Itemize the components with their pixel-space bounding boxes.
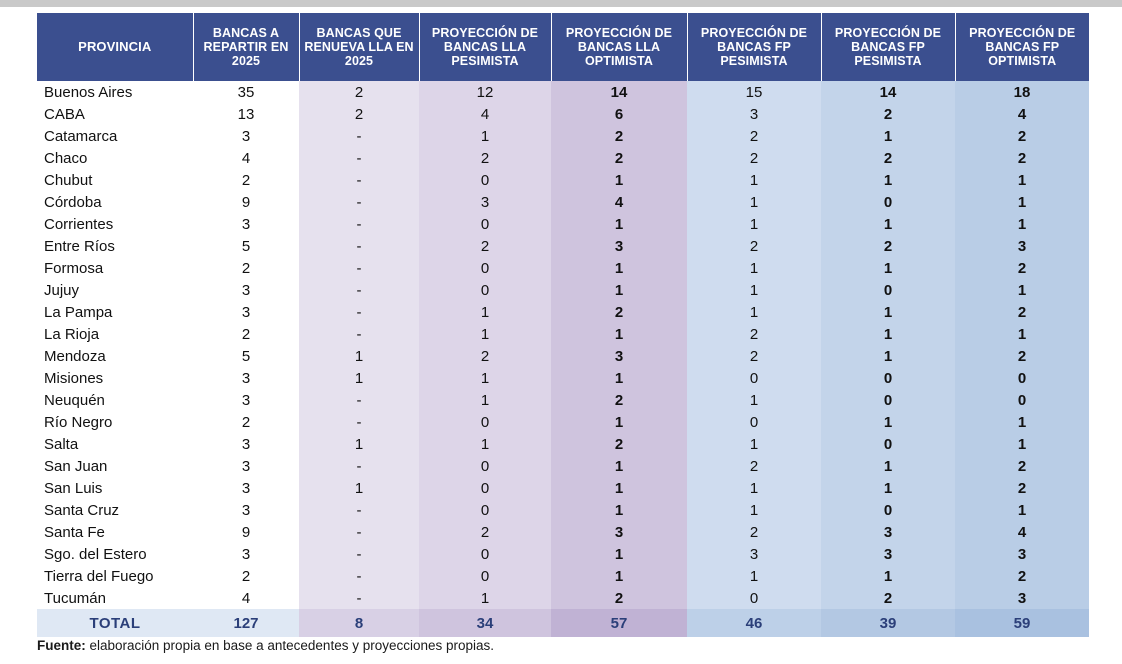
cell-proy-lla-pesimista: 0 [419, 543, 551, 565]
cell-province: Formosa [37, 257, 193, 279]
cell-proy-fp-pesimista-2: 1 [821, 565, 955, 587]
cell-province: Corrientes [37, 213, 193, 235]
cell-proy-lla-optimista: 4 [551, 191, 687, 213]
column-header-bancas-renueva-lla: BANCAS QUE RENUEVA LLA EN 2025 [299, 13, 419, 81]
cell-proy-lla-optimista: 1 [551, 565, 687, 587]
cell-proy-fp-pesimista-2: 2 [821, 235, 955, 257]
cell-proy-lla-pesimista: 4 [419, 103, 551, 125]
cell-proy-fp-optimista: 2 [955, 257, 1089, 279]
cell-proy-lla-pesimista: 1 [419, 433, 551, 455]
table-row [37, 125, 1089, 147]
cell-proy-lla-pesimista: 1 [419, 367, 551, 389]
cell-proy-fp-pesimista-2: 1 [821, 455, 955, 477]
cell-proy-fp-pesimista-2: 1 [821, 411, 955, 433]
cell-proy-fp-pesimista-2: 0 [821, 191, 955, 213]
cell-province: Entre Ríos [37, 235, 193, 257]
cell-province: Córdoba [37, 191, 193, 213]
cell-proy-fp-pesimista-1: 1 [687, 499, 821, 521]
cell-proy-fp-pesimista-1: 2 [687, 235, 821, 257]
top-divider-bar [0, 0, 1122, 7]
cell-proy-fp-pesimista-2: 1 [821, 169, 955, 191]
table-header [37, 13, 1089, 81]
cell-proy-lla-pesimista: 0 [419, 565, 551, 587]
cell-proy-lla-pesimista: 0 [419, 279, 551, 301]
cell-bancas-a-repartir: 2 [193, 257, 299, 279]
cell-bancas-renueva-lla: - [299, 521, 419, 543]
cell-bancas-renueva-lla: - [299, 169, 419, 191]
cell-bancas-renueva-lla: - [299, 257, 419, 279]
cell-proy-lla-pesimista: 1 [419, 587, 551, 609]
total-label: TOTAL [37, 609, 193, 637]
table-row [37, 169, 1089, 191]
cell-proy-fp-optimista: 1 [955, 213, 1089, 235]
cell-bancas-renueva-lla: - [299, 389, 419, 411]
cell-province: Río Negro [37, 411, 193, 433]
cell-proy-lla-pesimista: 0 [419, 455, 551, 477]
column-header-provincia: PROVINCIA [37, 13, 193, 81]
cell-proy-lla-optimista: 1 [551, 411, 687, 433]
cell-bancas-a-repartir: 5 [193, 235, 299, 257]
cell-province: Neuquén [37, 389, 193, 411]
cell-proy-lla-optimista: 1 [551, 213, 687, 235]
cell-bancas-a-repartir: 3 [193, 367, 299, 389]
cell-proy-lla-optimista: 3 [551, 345, 687, 367]
cell-bancas-renueva-lla: - [299, 543, 419, 565]
table-row [37, 235, 1089, 257]
cell-bancas-a-repartir: 9 [193, 191, 299, 213]
cell-proy-fp-pesimista-2: 3 [821, 543, 955, 565]
total-proy-lla-pesimista: 34 [419, 609, 551, 637]
cell-proy-fp-optimista: 1 [955, 323, 1089, 345]
seats-projection-table [37, 13, 1089, 637]
cell-province: Chaco [37, 147, 193, 169]
cell-proy-fp-optimista: 18 [955, 81, 1089, 103]
column-header-proy-lla-optimista: PROYECCIÓN DE BANCAS LLA OPTIMISTA [551, 13, 687, 81]
cell-proy-fp-pesimista-1: 2 [687, 521, 821, 543]
cell-proy-fp-pesimista-1: 1 [687, 565, 821, 587]
cell-proy-fp-pesimista-2: 0 [821, 433, 955, 455]
cell-province: Mendoza [37, 345, 193, 367]
cell-bancas-renueva-lla: - [299, 235, 419, 257]
total-row [37, 609, 1089, 637]
cell-proy-fp-pesimista-2: 1 [821, 301, 955, 323]
cell-proy-fp-optimista: 1 [955, 191, 1089, 213]
cell-proy-fp-optimista: 2 [955, 345, 1089, 367]
cell-bancas-a-repartir: 3 [193, 499, 299, 521]
cell-bancas-renueva-lla: 2 [299, 81, 419, 103]
cell-proy-lla-pesimista: 2 [419, 345, 551, 367]
table-row [37, 389, 1089, 411]
cell-proy-fp-pesimista-2: 3 [821, 521, 955, 543]
cell-bancas-a-repartir: 13 [193, 103, 299, 125]
cell-proy-lla-pesimista: 0 [419, 499, 551, 521]
cell-bancas-renueva-lla: - [299, 323, 419, 345]
table-row [37, 103, 1089, 125]
table-row [37, 367, 1089, 389]
cell-proy-lla-pesimista: 12 [419, 81, 551, 103]
cell-proy-lla-pesimista: 2 [419, 147, 551, 169]
cell-province: Catamarca [37, 125, 193, 147]
cell-bancas-renueva-lla: - [299, 455, 419, 477]
cell-proy-fp-pesimista-1: 2 [687, 323, 821, 345]
cell-bancas-a-repartir: 4 [193, 147, 299, 169]
cell-bancas-renueva-lla: - [299, 213, 419, 235]
cell-bancas-a-repartir: 2 [193, 565, 299, 587]
cell-proy-fp-pesimista-2: 1 [821, 213, 955, 235]
cell-proy-fp-pesimista-1: 1 [687, 257, 821, 279]
table-row [37, 543, 1089, 565]
cell-proy-fp-optimista: 2 [955, 565, 1089, 587]
cell-province: La Pampa [37, 301, 193, 323]
cell-proy-lla-pesimista: 0 [419, 169, 551, 191]
cell-proy-fp-optimista: 3 [955, 235, 1089, 257]
cell-proy-lla-pesimista: 1 [419, 125, 551, 147]
cell-proy-lla-optimista: 6 [551, 103, 687, 125]
table-row [37, 213, 1089, 235]
cell-proy-fp-pesimista-1: 1 [687, 191, 821, 213]
cell-proy-lla-pesimista: 1 [419, 389, 551, 411]
cell-bancas-a-repartir: 4 [193, 587, 299, 609]
column-header-proy-fp-pesimista-2: PROYECCIÓN DE BANCAS FP PESIMISTA [821, 13, 955, 81]
table-row [37, 455, 1089, 477]
cell-proy-fp-pesimista-2: 0 [821, 389, 955, 411]
column-header-proy-lla-pesimista: PROYECCIÓN DE BANCAS LLA PESIMISTA [419, 13, 551, 81]
cell-proy-lla-optimista: 3 [551, 521, 687, 543]
source-note [37, 638, 494, 653]
cell-proy-fp-optimista: 2 [955, 147, 1089, 169]
cell-proy-fp-pesimista-1: 1 [687, 477, 821, 499]
cell-proy-fp-pesimista-1: 3 [687, 103, 821, 125]
total-bancas-renueva-lla: 8 [299, 609, 419, 637]
cell-bancas-renueva-lla: - [299, 279, 419, 301]
table-row [37, 191, 1089, 213]
table-row [37, 301, 1089, 323]
cell-proy-lla-optimista: 1 [551, 543, 687, 565]
cell-proy-fp-pesimista-1: 0 [687, 587, 821, 609]
cell-proy-lla-pesimista: 3 [419, 191, 551, 213]
cell-proy-fp-pesimista-1: 1 [687, 213, 821, 235]
cell-proy-fp-pesimista-1: 2 [687, 345, 821, 367]
column-header-bancas-a-repartir: BANCAS A REPARTIR EN 2025 [193, 13, 299, 81]
table-header-row [37, 13, 1089, 81]
cell-proy-lla-optimista: 1 [551, 279, 687, 301]
cell-proy-fp-pesimista-2: 14 [821, 81, 955, 103]
cell-proy-fp-optimista: 2 [955, 477, 1089, 499]
cell-proy-lla-pesimista: 2 [419, 235, 551, 257]
cell-proy-lla-optimista: 1 [551, 257, 687, 279]
cell-proy-fp-optimista: 1 [955, 279, 1089, 301]
cell-proy-fp-pesimista-1: 3 [687, 543, 821, 565]
cell-province: CABA [37, 103, 193, 125]
cell-proy-fp-pesimista-2: 2 [821, 147, 955, 169]
cell-proy-fp-optimista: 1 [955, 499, 1089, 521]
cell-bancas-a-repartir: 3 [193, 389, 299, 411]
cell-proy-fp-pesimista-1: 1 [687, 169, 821, 191]
table-row [37, 499, 1089, 521]
cell-proy-lla-optimista: 1 [551, 367, 687, 389]
cell-province: Santa Fe [37, 521, 193, 543]
table-row [37, 587, 1089, 609]
cell-proy-fp-optimista: 1 [955, 411, 1089, 433]
cell-province: Buenos Aires [37, 81, 193, 103]
cell-proy-lla-pesimista: 0 [419, 477, 551, 499]
cell-proy-fp-optimista: 3 [955, 587, 1089, 609]
cell-province: Tierra del Fuego [37, 565, 193, 587]
cell-province: Santa Cruz [37, 499, 193, 521]
cell-proy-fp-optimista: 2 [955, 125, 1089, 147]
table-row [37, 477, 1089, 499]
cell-bancas-a-repartir: 3 [193, 301, 299, 323]
cell-bancas-renueva-lla: 1 [299, 345, 419, 367]
cell-proy-lla-optimista: 1 [551, 455, 687, 477]
cell-proy-lla-optimista: 1 [551, 323, 687, 345]
table-footer [37, 609, 1089, 637]
cell-proy-lla-optimista: 2 [551, 587, 687, 609]
cell-proy-lla-optimista: 1 [551, 169, 687, 191]
total-bancas-a-repartir: 127 [193, 609, 299, 637]
cell-proy-lla-optimista: 14 [551, 81, 687, 103]
cell-proy-fp-optimista: 4 [955, 103, 1089, 125]
cell-proy-fp-pesimista-2: 1 [821, 125, 955, 147]
cell-bancas-a-repartir: 2 [193, 411, 299, 433]
cell-proy-lla-optimista: 2 [551, 389, 687, 411]
cell-proy-fp-pesimista-2: 1 [821, 257, 955, 279]
cell-bancas-renueva-lla: - [299, 587, 419, 609]
cell-proy-fp-pesimista-2: 1 [821, 477, 955, 499]
total-proy-fp-pesimista-1: 46 [687, 609, 821, 637]
cell-proy-fp-pesimista-2: 2 [821, 587, 955, 609]
column-header-proy-fp-optimista: PROYECCIÓN DE BANCAS FP OPTIMISTA [955, 13, 1089, 81]
cell-proy-fp-pesimista-1: 2 [687, 125, 821, 147]
cell-proy-lla-pesimista: 1 [419, 301, 551, 323]
cell-province: Misiones [37, 367, 193, 389]
cell-proy-lla-optimista: 3 [551, 235, 687, 257]
cell-proy-fp-pesimista-2: 0 [821, 367, 955, 389]
table-row [37, 521, 1089, 543]
cell-proy-lla-optimista: 2 [551, 147, 687, 169]
cell-proy-lla-optimista: 2 [551, 433, 687, 455]
cell-province: Salta [37, 433, 193, 455]
cell-proy-fp-optimista: 0 [955, 389, 1089, 411]
total-proy-fp-pesimista-2: 39 [821, 609, 955, 637]
cell-province: Chubut [37, 169, 193, 191]
cell-bancas-a-repartir: 9 [193, 521, 299, 543]
cell-bancas-renueva-lla: 1 [299, 477, 419, 499]
cell-bancas-renueva-lla: - [299, 565, 419, 587]
cell-proy-fp-pesimista-2: 1 [821, 323, 955, 345]
cell-proy-fp-pesimista-1: 1 [687, 433, 821, 455]
cell-bancas-a-repartir: 35 [193, 81, 299, 103]
cell-proy-fp-optimista: 4 [955, 521, 1089, 543]
cell-province: Tucumán [37, 587, 193, 609]
seats-projection-table-container [37, 13, 1089, 637]
source-text: elaboración propia en base a antecedentes y proyecciones propias. [85, 638, 495, 653]
source-label: Fuente: [37, 638, 86, 653]
cell-bancas-renueva-lla: - [299, 125, 419, 147]
table-row [37, 433, 1089, 455]
cell-proy-lla-pesimista: 1 [419, 323, 551, 345]
cell-proy-fp-pesimista-1: 1 [687, 301, 821, 323]
cell-province: Jujuy [37, 279, 193, 301]
cell-bancas-renueva-lla: - [299, 411, 419, 433]
cell-bancas-a-repartir: 3 [193, 213, 299, 235]
cell-proy-fp-pesimista-1: 1 [687, 389, 821, 411]
cell-proy-lla-optimista: 2 [551, 301, 687, 323]
cell-proy-fp-pesimista-2: 1 [821, 345, 955, 367]
cell-proy-lla-pesimista: 0 [419, 213, 551, 235]
cell-bancas-renueva-lla: - [299, 147, 419, 169]
cell-proy-fp-optimista: 2 [955, 301, 1089, 323]
cell-bancas-renueva-lla: 1 [299, 367, 419, 389]
cell-proy-fp-pesimista-1: 2 [687, 455, 821, 477]
cell-province: San Luis [37, 477, 193, 499]
cell-bancas-a-repartir: 3 [193, 543, 299, 565]
table-row [37, 411, 1089, 433]
cell-proy-lla-optimista: 1 [551, 499, 687, 521]
table-row [37, 257, 1089, 279]
cell-proy-lla-pesimista: 2 [419, 521, 551, 543]
cell-proy-fp-pesimista-1: 15 [687, 81, 821, 103]
cell-bancas-a-repartir: 3 [193, 477, 299, 499]
cell-proy-fp-optimista: 2 [955, 455, 1089, 477]
cell-proy-fp-optimista: 0 [955, 367, 1089, 389]
cell-proy-lla-optimista: 1 [551, 477, 687, 499]
cell-proy-lla-pesimista: 0 [419, 411, 551, 433]
cell-proy-lla-optimista: 2 [551, 125, 687, 147]
column-header-proy-fp-pesimista-1: PROYECCIÓN DE BANCAS FP PESIMISTA [687, 13, 821, 81]
cell-bancas-renueva-lla: - [299, 301, 419, 323]
cell-proy-fp-pesimista-1: 0 [687, 367, 821, 389]
cell-bancas-renueva-lla: - [299, 499, 419, 521]
cell-bancas-a-repartir: 3 [193, 279, 299, 301]
cell-province: La Rioja [37, 323, 193, 345]
cell-bancas-renueva-lla: 2 [299, 103, 419, 125]
total-proy-lla-optimista: 57 [551, 609, 687, 637]
cell-proy-fp-pesimista-2: 0 [821, 499, 955, 521]
cell-proy-fp-pesimista-2: 2 [821, 103, 955, 125]
cell-bancas-renueva-lla: 1 [299, 433, 419, 455]
cell-proy-fp-pesimista-1: 1 [687, 279, 821, 301]
table-row [37, 147, 1089, 169]
cell-proy-fp-pesimista-1: 2 [687, 147, 821, 169]
table-row [37, 279, 1089, 301]
cell-proy-fp-optimista: 1 [955, 433, 1089, 455]
cell-province: Sgo. del Estero [37, 543, 193, 565]
table-row [37, 323, 1089, 345]
cell-proy-fp-optimista: 1 [955, 169, 1089, 191]
table-row [37, 345, 1089, 367]
cell-proy-fp-optimista: 3 [955, 543, 1089, 565]
cell-bancas-a-repartir: 3 [193, 455, 299, 477]
cell-bancas-a-repartir: 2 [193, 169, 299, 191]
table-row [37, 81, 1089, 103]
cell-bancas-a-repartir: 3 [193, 433, 299, 455]
cell-proy-fp-pesimista-1: 0 [687, 411, 821, 433]
table-row [37, 565, 1089, 587]
cell-bancas-a-repartir: 2 [193, 323, 299, 345]
total-proy-fp-optimista: 59 [955, 609, 1089, 637]
cell-proy-fp-pesimista-2: 0 [821, 279, 955, 301]
cell-bancas-a-repartir: 3 [193, 125, 299, 147]
cell-bancas-a-repartir: 5 [193, 345, 299, 367]
cell-bancas-renueva-lla: - [299, 191, 419, 213]
cell-proy-lla-pesimista: 0 [419, 257, 551, 279]
cell-province: San Juan [37, 455, 193, 477]
table-body [37, 81, 1089, 609]
